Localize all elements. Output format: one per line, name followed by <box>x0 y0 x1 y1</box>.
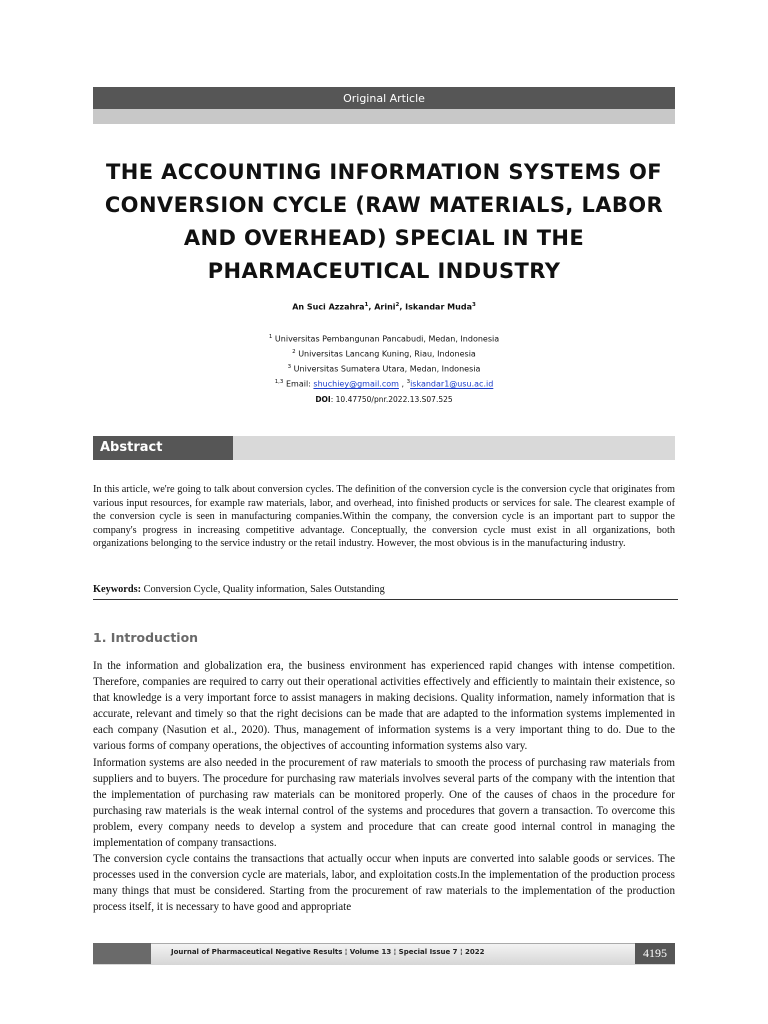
email-link[interactable]: shuchiey@gmail.com <box>313 380 399 390</box>
paragraph: In the information and globalization era, the business environment has experienced rapid changes with intense competition. Therefore, companies are required to carry out their operational activities effectively and efficiently to maintain their existence, so that knowledge is a very important force to assist managers in making decisions. Quality information, namely information that is accurate, relevant and timely so that the right decisions can be made that are adapted to the information systems implemented in each company (Nasution et al., 2020). Thus, management of information systems is a very important thing to do. Due to the various forms of company operations, the objectives of accounting information systems also vary. <box>93 660 675 753</box>
affiliation: $^2$ Universitas Lancang Kuning, Riau, Indonesia <box>292 349 476 359</box>
affiliations <box>0 331 768 392</box>
author-name: An Suci Azzahra <box>292 302 365 312</box>
email-row: $^{1,3}$ Email: shuchiey@gmail.com , $^3$iskandar1@usu.ac.id <box>274 379 494 390</box>
footer-left-tab <box>93 943 151 964</box>
affiliation: $^3$ Universitas Sumatera Utara, Medan, Indonesia <box>287 364 481 374</box>
affiliation: $^1$ Universitas Pembangunan Pancabudi, Medan, Indonesia <box>268 334 500 344</box>
section-heading: 1. Introduction <box>93 630 199 645</box>
abstract-text: In this article, we're going to talk about conversion cycles. The definition of the conversion cycle is the conversion cycle that originates from various input resources, for example raw materials, labor, and overhead, into finished products or services for sale. The clearest example of the conversion cycle is seen in manufacturing companies.Within the company, the conversion cycle is an important part to suppor the company's progress in increasing competitive advantage. Conceptually, the conversion cycle must exist in all organizations, both organizations belonging to the service industry or the retail industry. However, the most obvious is in the manufacturing industry. <box>93 484 675 550</box>
article-type-label: Original Article <box>343 91 425 105</box>
keywords-label: Keywords: <box>93 584 142 595</box>
doi-line: DOI: 10.47750/pnr.2022.13.S07.525 <box>315 395 453 404</box>
header-accent-bar <box>93 109 675 124</box>
page-footer <box>93 943 675 964</box>
paper-title: THE ACCOUNTING INFORMATION SYSTEMS OF CONVERSION CYCLE (RAW MATERIALS, LABOR AND OVERHEAD) SPECIAL IN THE PHARMACEUTICAL INDUSTRY <box>104 160 664 283</box>
journal-info: Journal of Pharmaceutical Negative Results ¦ Volume 13 ¦ Special Issue 7 ¦ 2022 <box>171 948 485 956</box>
abstract-heading: Abstract <box>93 436 233 460</box>
author-name: Iskandar Muda <box>405 302 472 312</box>
email-link[interactable]: iskandar1@usu.ac.id <box>410 380 494 390</box>
paragraph: The conversion cycle contains the transactions that actually occur when inputs are converted into salable goods or services. The processes used in the conversion cycle are materials, labor, and exploitation costs.In the implementation of the production process many things that must be considered. Starting from the procurement of raw materials to the implementation of the production process itself, it is necessary to have good and appropriate <box>93 853 675 914</box>
page-number: 4195 <box>635 943 675 964</box>
introduction-body <box>93 658 675 916</box>
author-name: Arini <box>374 302 396 312</box>
keywords-divider <box>93 599 678 600</box>
article-type-band <box>93 87 675 109</box>
keywords <box>93 584 675 595</box>
keywords-value: Conversion Cycle, Quality information, Sales Outstanding <box>143 584 385 595</box>
paragraph: Information systems are also needed in the procurement of raw materials to smooth the process of purchasing raw materials from suppliers and to buyers. The procedure for purchasing raw materials involves several parts of the company with the intention that the implementation of purchasing raw materials can be monitored properly. One of the causes of chaos in the procedure for purchasing raw materials is the weak internal control of the systems and procedures that govern a transaction. To overcome this problem, every company needs to develop a system and procedure that can create good internal control in managing the implementation of company transactions. <box>93 756 675 850</box>
author-list: An Suci Azzahra$^1$, Arini$^2$, Iskandar Muda$^3$ <box>292 302 476 312</box>
